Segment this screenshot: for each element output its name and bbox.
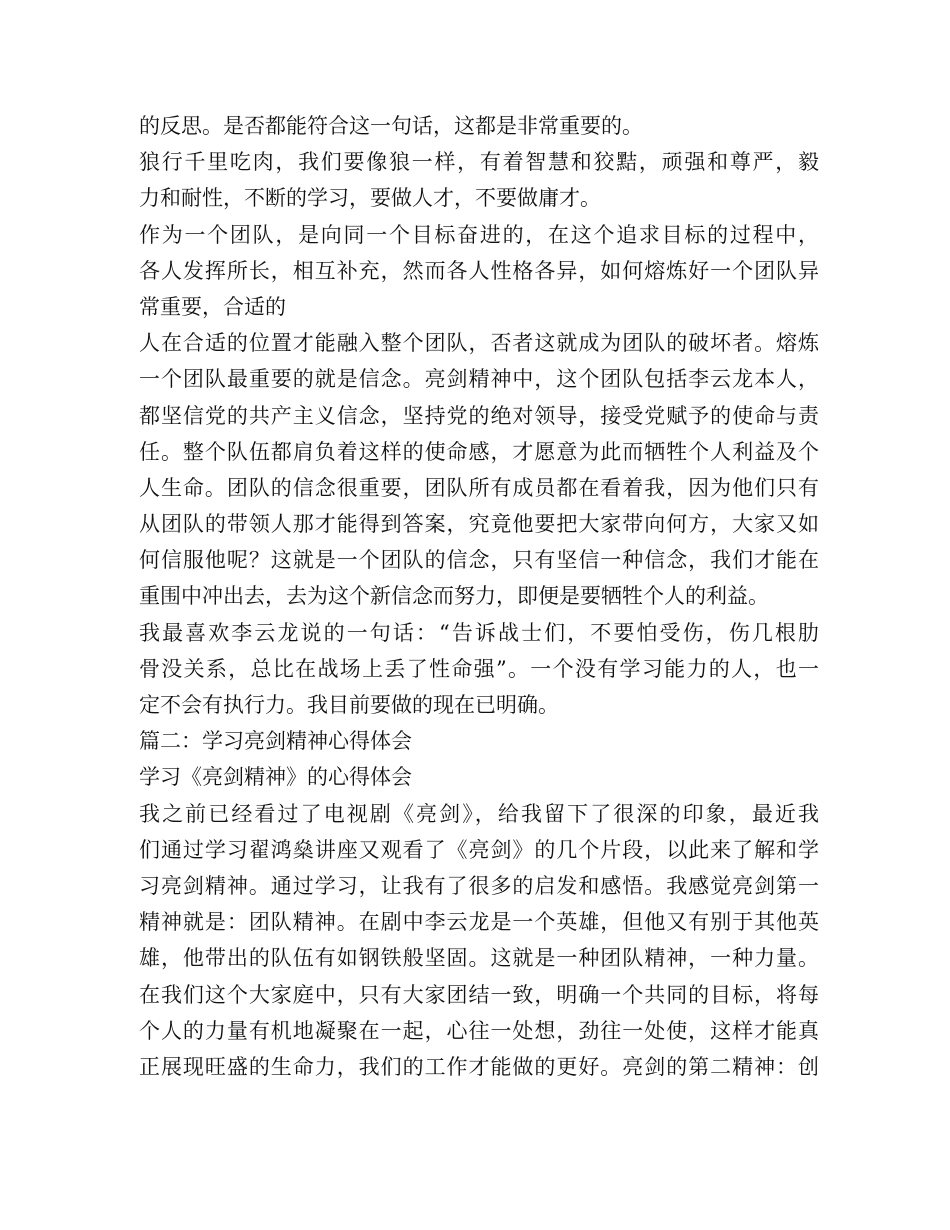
text-line: 个人的力量有机地凝聚在一起，心往一处想，劲往一处使，这样才能真 bbox=[139, 1018, 819, 1043]
text-line: 任。整个队伍都肩负着这样的使命感，才愿意为此而牺牲个人利益及个 bbox=[139, 439, 819, 464]
text-line: 学习《亮剑精神》的心得体会 bbox=[139, 765, 412, 790]
text-line: 力和耐性，不断的学习，要做人才，不要做庸才。 bbox=[139, 186, 601, 211]
text-line: 雄，他带出的队伍有如钢铁般坚固。这就是一种团队精神，一种力量。 bbox=[139, 946, 819, 971]
text-line: 定不会有执行力。我目前要做的现在已明确。 bbox=[139, 693, 559, 717]
text-line: 的反思。是否都能符合这一句话，这都是非常重要的。 bbox=[139, 114, 643, 138]
text-line: 一个团队最重要的就是信念。亮剑精神中，这个团队包括李云龙本人， bbox=[139, 367, 819, 392]
text-line: 狼行千里吃肉，我们要像狼一样，有着智慧和狡黠，顽强和尊严，毅 bbox=[139, 150, 819, 175]
text-line: 正展现旺盛的生命力，我们的工作才能做的更好。亮剑的第二精神：创 bbox=[139, 1054, 819, 1079]
text-line: 作为一个团队，是向同一个目标奋进的，在这个追求目标的过程中， bbox=[139, 222, 819, 247]
text-line: 精神就是：团队精神。在剧中李云龙是一个英雄，但他又有别于其他英 bbox=[139, 910, 819, 935]
text-line: 各人发挥所长，相互补充，然而各人性格各异，如何熔炼好一个团队异 bbox=[139, 258, 819, 283]
text-line: 我最喜欢李云龙说的一句话：“告诉战士们，不要怕受伤，伤几根肋 bbox=[139, 620, 819, 645]
text-line: 们通过学习翟鸿燊讲座又观看了《亮剑》的几个片段，以此来了解和学 bbox=[139, 837, 819, 862]
text-line: 常重要，合适的 bbox=[139, 294, 286, 319]
text-line: 在我们这个大家庭中，只有大家团结一致，明确一个共同的目标，将每 bbox=[139, 982, 819, 1007]
text-line: 何信服他呢？这就是一个团队的信念，只有坚信一种信念，我们才能在 bbox=[139, 548, 819, 573]
document-body bbox=[139, 108, 819, 1085]
text-line: 人生命。团队的信念很重要，团队所有成员都在看着我，因为他们只有 bbox=[139, 475, 819, 500]
text-line: 习亮剑精神。通过学习，让我有了很多的启发和感悟。我感觉亮剑第一 bbox=[139, 873, 819, 898]
text-line: 从团队的带领人那才能得到答案，究竟他要把大家带向何方，大家又如 bbox=[139, 512, 819, 537]
text-line: 人在合适的位置才能融入整个团队，否者这就成为团队的破坏者。熔炼 bbox=[139, 331, 819, 356]
text-line: 重围中冲出去，去为这个新信念而努力，即便是要牺牲个人的利益。 bbox=[139, 584, 769, 609]
text-line: 都坚信党的共产主义信念，坚持党的绝对领导，接受党赋予的使命与责 bbox=[139, 403, 819, 428]
text-line: 我之前已经看过了电视剧《亮剑》，给我留下了很深的印象，最近我 bbox=[139, 801, 819, 826]
text-line: 篇二：学习亮剑精神心得体会 bbox=[139, 729, 412, 754]
text-line: 骨没关系，总比在战场上丢了性命强”。一个没有学习能力的人，也一 bbox=[139, 656, 819, 681]
